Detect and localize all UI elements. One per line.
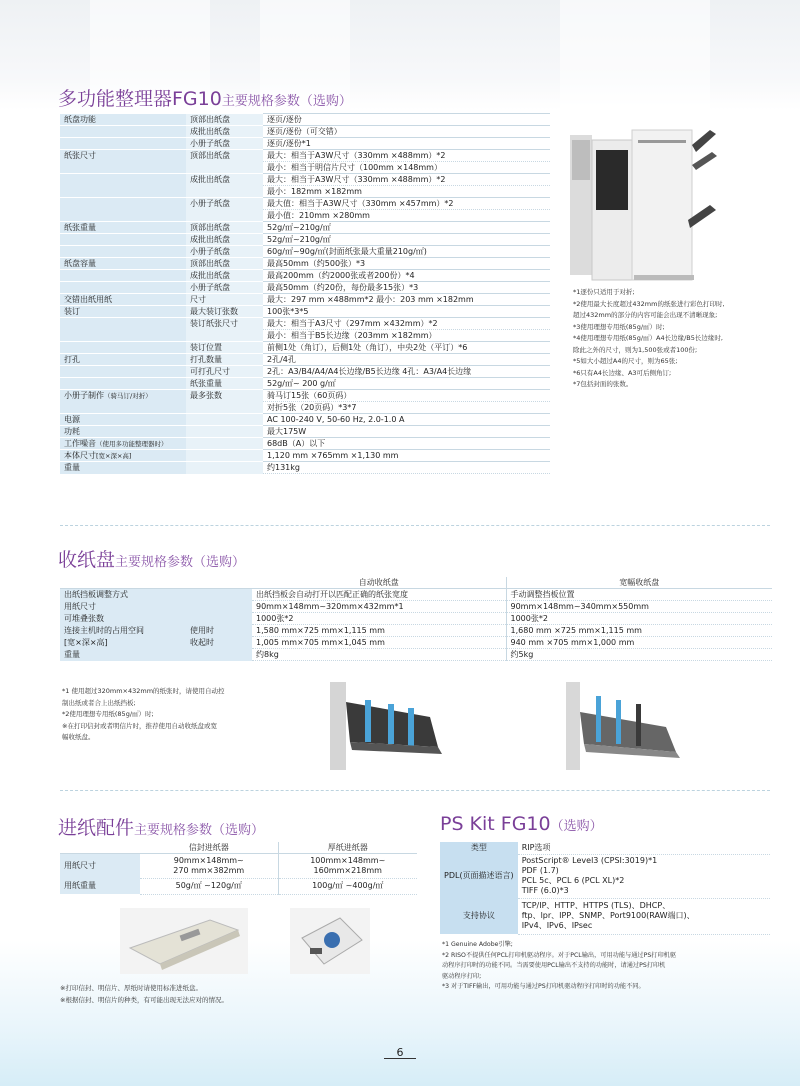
note-line: *5如大小超过A4的尺寸，则为65张; [573, 357, 678, 365]
note-line: *2 RISO不提供任何PCL打印机驱动程序。对于PCL输出，可用功能与通过PS打印机驱 [442, 951, 677, 959]
note-line: *4使用理想专用纸(85g/㎡）A4长边缘/B5长边缘时, [573, 334, 723, 342]
cell-line: 160mm×218mm [313, 865, 382, 875]
row-subcategory [186, 162, 263, 174]
cell-wide-tray: 约5kg [506, 649, 772, 661]
section2-notes [62, 686, 225, 744]
cell-line: IPv4、IPv6、IPsec [521, 921, 593, 930]
row-value: 最小：相当于B5长边缘（203mm ×182mm） [263, 330, 550, 342]
row-subcategory: 顶部出纸盘 [186, 114, 263, 126]
row-label: 支持协议 [440, 898, 518, 934]
feeder-spec-table [60, 842, 417, 895]
row-label: 出纸挡板调整方式 [60, 589, 186, 601]
row-value: 最大：相当于A3W尺寸（330mm ×488mm）*2 [263, 174, 550, 186]
section1-title-sub: 主要规格参数（选购） [221, 94, 352, 109]
category-sublabel: （使用多功能整理器时） [96, 439, 168, 448]
spec-row [60, 126, 550, 138]
row-value: 2孔/4孔 [263, 354, 550, 366]
category-sublabel: （骑马订/对折） [104, 391, 152, 400]
row-category [60, 426, 186, 438]
col-envelope-feeder: 信封进纸器 [140, 842, 278, 854]
row-subcategory: 纸张重量 [186, 378, 263, 390]
row-subcategory [186, 426, 263, 438]
row-subcategory [186, 462, 263, 474]
row-category [60, 186, 186, 198]
note-line: *1 Genuine Adobe引擎; [442, 941, 513, 948]
row-value: 最高50mm（约20份，每份最多15张）*3 [263, 282, 550, 294]
section3-title-main: 进纸配件 [58, 817, 135, 839]
row-value: 52g/㎡~ 200 g/㎡ [263, 378, 550, 390]
cell-thick [278, 854, 417, 879]
section1-title-main: 多功能整理器FG10 [58, 88, 222, 110]
row-category [60, 246, 186, 258]
section1-notes [573, 287, 725, 391]
finisher-machine-photo [570, 110, 720, 285]
spec-row [60, 162, 550, 174]
row-value: 最小值：210mm ×280mm [263, 210, 550, 222]
cell-line: PDF (1.7) [521, 866, 559, 875]
spec-row [60, 637, 772, 649]
row-category [60, 366, 186, 378]
section3-title-sub: 主要规格参数（选购） [134, 823, 265, 838]
row-subcategory: 小册子纸盘 [186, 282, 263, 294]
auto-tray-photo [330, 682, 445, 770]
category-label: 交错出纸用纸 [64, 294, 112, 304]
row-subcategory: 成批出纸盘 [186, 174, 263, 186]
row-subcategory: 成批出纸盘 [186, 126, 263, 138]
cell-auto-tray: 90mm×148mm~320mm×432mm*1 [252, 601, 506, 613]
cell-envelope [140, 854, 278, 879]
spec-row [60, 294, 550, 306]
row-category [60, 162, 186, 174]
row-label: 重量 [60, 649, 186, 661]
row-category [60, 210, 186, 222]
row-subcategory: 成批出纸盘 [186, 234, 263, 246]
note-line: *7包括封面的张数。 [573, 380, 633, 388]
header-blank [60, 842, 140, 854]
note-line: 除此之外的尺寸，则为1,500张或者100份; [573, 345, 698, 354]
cell-line: PCL 5c、PCL 6 (PCL XL)*2 [521, 876, 625, 885]
cell-line: 100mm×148mm~ [310, 855, 386, 865]
spec-row [60, 198, 550, 210]
note-line: ※在打印信封或者明信片时，推荐使用自动收纸盘或宽 [62, 721, 217, 730]
row-subcategory [186, 402, 263, 414]
thick-feeder-photo [290, 908, 370, 974]
spec-row [60, 318, 550, 330]
header-blank [186, 577, 252, 589]
spec-row [60, 270, 550, 282]
cell-value: RIP选项 [518, 842, 770, 854]
spec-row [60, 282, 550, 294]
row-value: 最小：相当于明信片尺寸（100mm ×148mm） [263, 162, 550, 174]
row-subcategory [186, 450, 263, 462]
page-number-underline [384, 1058, 416, 1059]
row-subcategory: 顶部出纸盘 [186, 222, 263, 234]
section2-title-sub: 主要规格参数（选购） [115, 555, 246, 570]
row-subcategory: 顶部出纸盘 [186, 258, 263, 270]
row-subcategory: 顶部出纸盘 [186, 150, 263, 162]
spec-row [60, 414, 550, 426]
row-category [60, 438, 186, 450]
spec-row [60, 649, 772, 661]
section3-notes [60, 983, 228, 1006]
cell-wide-tray: 手动调整挡板位置 [506, 589, 772, 601]
spec-row [60, 138, 550, 150]
section4-title-sub: （选购） [550, 819, 603, 834]
spec-row [60, 330, 550, 342]
row-category [60, 306, 186, 318]
spec-row [60, 258, 550, 270]
row-label: PDL(页面描述语言) [440, 854, 518, 898]
note-line: 幅收纸盘。 [62, 733, 95, 741]
cell-auto-tray: 1000张*2 [252, 613, 506, 625]
category-label: 功耗 [64, 426, 80, 436]
spec-row [60, 390, 550, 402]
spec-row [60, 613, 772, 625]
row-category [60, 114, 186, 126]
spec-row [60, 246, 550, 258]
row-subcategory [186, 414, 263, 426]
row-subcategory: 装订位置 [186, 342, 263, 354]
row-category [60, 330, 186, 342]
row-label: 用纸尺寸 [60, 854, 140, 879]
row-category [60, 198, 186, 210]
section4-title-main: PS Kit FG10 [440, 813, 551, 835]
row-category [60, 234, 186, 246]
row-value: 1,120 mm ×765mm ×1,130 mm [263, 450, 550, 462]
row-value: 对折5张（20页码）*3*7 [263, 402, 550, 414]
header-blank [60, 577, 186, 589]
spec-row [60, 625, 772, 637]
note-line: *6只有A4长边缘、A3可后侧角订; [573, 368, 672, 377]
row-label: 可堆叠张数 [60, 613, 186, 625]
row-label: 用纸尺寸 [60, 601, 186, 613]
spec-row [60, 402, 550, 414]
row-subcategory: 打孔数量 [186, 354, 263, 366]
cell-line: PostScript® Level3 (CPSI:3019)*1 [521, 856, 658, 865]
cell-line: 90mm×148mm~ [173, 855, 244, 865]
spec-row [60, 342, 550, 354]
category-label: 工作噪音 [64, 438, 96, 448]
row-value: 最小：182mm ×182mm [263, 186, 550, 198]
row-sublabel [186, 589, 252, 601]
row-value: 68dB（A）以下 [263, 438, 550, 450]
cell-wide-tray: 90mm×148mm~340mm×550mm [506, 601, 772, 613]
row-category [60, 294, 186, 306]
row-value: 最大：相当于A3W尺寸（330mm ×488mm）*2 [263, 150, 550, 162]
row-value: 最大值：相当于A3W尺寸（330mm ×457mm）*2 [263, 198, 550, 210]
row-value: 52g/㎡~210g/㎡ [263, 222, 550, 234]
note-line: *2使用最大长度超过432mm的纸张进行彩色打印时, [573, 299, 725, 308]
category-label: 本体尺寸 [64, 450, 96, 460]
row-category [60, 150, 186, 162]
row-value: 最大：相当于A3尺寸（297mm ×432mm）*2 [263, 318, 550, 330]
spec-row [60, 589, 772, 601]
row-value: 前侧1处（角订），后侧1处（角订），中央2处（平订）*6 [263, 342, 550, 354]
spec-row [60, 378, 550, 390]
note-line: *2使用理想专用纸(85g/㎡）时; [62, 710, 154, 718]
section-divider [60, 525, 770, 526]
category-label: 电源 [64, 414, 80, 424]
row-label: 用纸重量 [60, 878, 140, 894]
cell-line: ftp、lpr、IPP、SNMP、Port9100(RAW端口)、 [521, 911, 695, 920]
row-category [60, 354, 186, 366]
row-subcategory: 小册子纸盘 [186, 246, 263, 258]
row-subcategory: 装订纸张尺寸 [186, 318, 263, 330]
spec-row [60, 186, 550, 198]
cell-auto-tray: 1,580 mm×725 mm×1,115 mm [252, 625, 506, 637]
row-subcategory: 小册子纸盘 [186, 198, 263, 210]
row-value: 100张*3*5 [263, 306, 550, 318]
col-auto-tray: 自动收纸盘 [252, 577, 506, 589]
spec-row [60, 222, 550, 234]
row-value: 最高200mm（约2000张或者200份）*4 [263, 270, 550, 282]
spec-row [60, 366, 550, 378]
cell-line: TIFF (6.0)*3 [521, 886, 569, 895]
row-subcategory [186, 210, 263, 222]
spec-row [60, 462, 550, 474]
note-line: *1 使用超过320mm×432mm的纸张时，请使用自动控 [62, 687, 225, 695]
col-wide-tray: 宽幅收纸盘 [506, 577, 772, 589]
row-value: 60g/㎡~90g/㎡(封面纸张最大重量210g/㎡) [263, 246, 550, 258]
row-value: 2孔：A3/B4/A4/A4长边缘/B5长边缘 4孔：A3/A4长边缘 [263, 366, 550, 378]
category-label: 纸张尺寸 [64, 150, 96, 160]
category-label: 装订 [64, 306, 80, 316]
row-subcategory [186, 438, 263, 450]
cell-wide-tray: 940 mm ×705 mm×1,000 mm [506, 637, 772, 649]
row-category [60, 270, 186, 282]
spec-row [60, 438, 550, 450]
row-subcategory: 尺寸 [186, 294, 263, 306]
row-sublabel [186, 613, 252, 625]
category-label: 小册子制作 [64, 390, 104, 400]
cell-line: 270 mm×382mm [173, 865, 245, 875]
section-divider [60, 790, 770, 791]
category-label: 重量 [64, 462, 80, 472]
row-category [60, 258, 186, 270]
row-value: AC 100-240 V, 50-60 Hz, 2.0-1.0 A [263, 414, 550, 426]
cell-auto-tray: 1,005 mm×705 mm×1,045 mm [252, 637, 506, 649]
section2-title [58, 545, 245, 572]
category-label: 纸盘容量 [64, 258, 96, 268]
row-category [60, 402, 186, 414]
note-line: ※打印信封、明信片、厚纸时请使用标准进纸盘。 [60, 984, 202, 992]
category-label: 打孔 [64, 354, 80, 364]
spec-row [60, 354, 550, 366]
row-label: 连接主机时的占用空间 [60, 625, 186, 637]
spec-row [60, 450, 550, 462]
cell-wide-tray: 1000张*2 [506, 613, 772, 625]
section3-title [58, 813, 264, 840]
row-label: [宽×深×高] [60, 637, 186, 649]
cell-auto-tray: 约8kg [252, 649, 506, 661]
row-category [60, 450, 186, 462]
output-tray-spec-table [60, 577, 772, 661]
row-value: 约131kg [263, 462, 550, 474]
spec-row [60, 174, 550, 186]
category-sublabel: [宽×深×高] [96, 451, 132, 460]
cell-auto-tray: 出纸挡板会自动打开以匹配正确的纸张宽度 [252, 589, 506, 601]
row-subcategory: 可打孔尺寸 [186, 366, 263, 378]
row-category [60, 414, 186, 426]
category-label: 纸盘功能 [64, 114, 96, 124]
section4-notes [442, 940, 676, 993]
cell-value [518, 898, 770, 934]
category-label: 纸张重量 [64, 222, 96, 232]
row-subcategory: 最大装订张数 [186, 306, 263, 318]
cell-line: TCP/IP、HTTP、HTTPS (TLS)、DHCP、 [521, 901, 671, 910]
row-subcategory: 成批出纸盘 [186, 270, 263, 282]
row-subcategory: 最多张数 [186, 390, 263, 402]
col-thick-feeder: 厚纸进纸器 [278, 842, 417, 854]
note-line: 动程序打印时的功能不同。当需要使用PCL输出不支持的功能时，请通过PS打印机 [442, 962, 666, 969]
spec-row [60, 234, 550, 246]
note-line: 驱动程序打印; [442, 972, 482, 980]
row-value: 最高50mm（约500张）*3 [263, 258, 550, 270]
row-category [60, 138, 186, 150]
page-number: 6 [396, 1046, 404, 1059]
section1-title [58, 84, 352, 111]
section2-title-main: 收纸盘 [58, 549, 116, 571]
spec-row [60, 306, 550, 318]
row-sublabel: 使用时 [186, 625, 252, 637]
spec-row [60, 150, 550, 162]
row-category [60, 318, 186, 330]
row-value: 逐页/逐份*1 [263, 138, 550, 150]
spec-row [60, 601, 772, 613]
row-value: 最大：297 mm ×488mm*2 最小：203 mm ×182mm [263, 294, 550, 306]
note-line: ※根据信封、明信片的种类，有可能出现无法应对的情况。 [60, 995, 228, 1004]
wide-tray-photo [566, 682, 681, 770]
cell-envelope: 50g/㎡ ~120g/㎡ [140, 878, 278, 894]
row-label: 类型 [440, 842, 518, 854]
spec-row [60, 426, 550, 438]
note-line: *3使用理想专用纸(85g/㎡）时; [573, 322, 665, 331]
spec-row [60, 210, 550, 222]
row-subcategory [186, 330, 263, 342]
note-line: *3 对于TIFF输出，可用功能与通过PS打印机驱动程序打印时的功能不同。 [442, 983, 645, 990]
row-sublabel [186, 649, 252, 661]
note-line: 制出纸或者合上出纸挡板; [62, 698, 136, 707]
row-category [60, 462, 186, 474]
row-value: 逐页/逐份 [263, 114, 550, 126]
envelope-feeder-photo [120, 908, 248, 974]
section4-title [440, 813, 603, 835]
row-value: 52g/㎡~210g/㎡ [263, 234, 550, 246]
row-category [60, 342, 186, 354]
row-category [60, 390, 186, 402]
row-sublabel [186, 601, 252, 613]
row-category [60, 222, 186, 234]
row-category [60, 282, 186, 294]
row-sublabel: 收起时 [186, 637, 252, 649]
cell-thick: 100g/㎡ ~400g/㎡ [278, 878, 417, 894]
row-subcategory [186, 186, 263, 198]
row-category [60, 378, 186, 390]
pskit-spec-table [440, 842, 770, 935]
row-category [60, 126, 186, 138]
finisher-spec-table [60, 113, 550, 474]
note-line: 超过432mm的部分的内容可能会出现不清晰现象; [573, 311, 718, 319]
row-subcategory: 小册子纸盘 [186, 138, 263, 150]
row-category [60, 174, 186, 186]
note-line: *1逐份只适用于对折; [573, 288, 635, 296]
spec-row [60, 114, 550, 126]
cell-value [518, 854, 770, 898]
row-value: 骑马订15张（60页码） [263, 390, 550, 402]
row-value: 逐页/逐份（可交错） [263, 126, 550, 138]
row-value: 最大175W [263, 426, 550, 438]
cell-wide-tray: 1,680 mm ×725 mm×1,115 mm [506, 625, 772, 637]
